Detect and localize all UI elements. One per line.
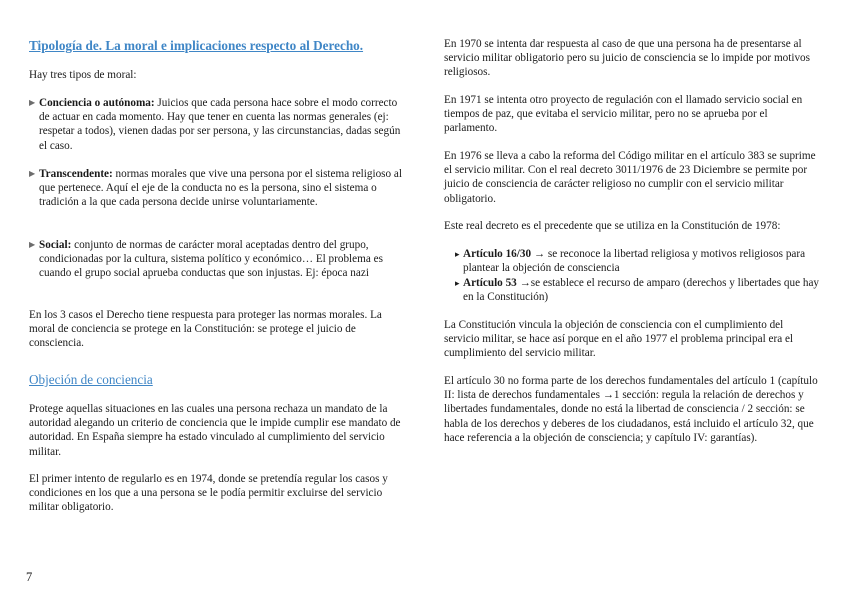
section-title-moral: Tipología de. La moral e implicaciones respecto al Derecho.: [29, 38, 364, 53]
list-item: [29, 96, 404, 153]
bullet-dot-icon: ▸: [455, 278, 460, 288]
list-item: [29, 167, 404, 210]
list-item: [444, 247, 820, 275]
paragraph-constitucion: La Constitución vincula la objeción de consciencia con el cumplimiento del servicio militar, se hace así porque en el año 1977 el problema principal era el cumplimiento del servicio militar.: [444, 319, 794, 360]
objecion-paragraph-2: El primer intento de regularlo es en 1974, donde se pretendía regular los casos y condiciones en los que a una persona se le podía permitir excluirse del servicio militar obligatorio.: [29, 473, 388, 514]
triangle-bullet-icon: ▶: [29, 240, 36, 249]
triangle-bullet-icon: ▶: [29, 169, 36, 178]
summary-paragraph: En los 3 casos el Derecho tiene respuesta para proteger las normas morales. La moral de conciencia se protege en la Constitución: se protege el juicio de consciencia.: [29, 309, 382, 350]
intro-text: Hay tres tipos de moral:: [29, 69, 137, 81]
bullet-text: normas morales que vive una persona por el sistema religioso al que pertenece. Aquí el eje de la conducta no es la persona, sino el sistema o tradición a la que cada persona decide unirse voluntariamente.: [39, 168, 402, 209]
article-text: →se establece el recurso de amparo (derechos y libertades que hay en la Constitución): [463, 277, 820, 304]
objecion-paragraph-1: Protege aquellas situaciones en las cuales una persona rechaza un mandato de la autoridad alegando un criterio de conciencia que le impide cumplir ese mandato de autoridad. En España siempre ha estado vinculado al cumplimiento del servicio militar.: [29, 403, 401, 458]
article-text: se reconoce la libertad religiosa y motivos religiosos para plantear la objeción de consciencia: [463, 248, 806, 275]
triangle-bullet-icon: ▶: [29, 98, 36, 107]
page-number: 7: [26, 570, 33, 584]
list-item: [29, 238, 404, 281]
bullet-term: Social:: [39, 239, 72, 251]
list-item: [444, 276, 820, 304]
bullet-term: Transcendente:: [39, 168, 113, 180]
bullet-term: Conciencia o autónoma:: [39, 97, 155, 109]
paragraph-1976: En 1976 se lleva a cabo la reforma del Código militar en el artículo 383 se suprime el servicio militar. Con el real decreto 3011/1976 de 23 Diciembre se permite por juicio de consciencia de carácter religioso no cumplir con el servicio militar obligatorio.: [444, 150, 816, 205]
paragraph-real-decreto: Este real decreto es el precedente que se utiliza en la Constitución de 1978:: [444, 220, 781, 232]
paragraph-1971: En 1971 se intenta otro proyecto de regulación con el llamado servicio social en tiempos de paz, que evitaba el servicio militar, pero no se aprueba por el parlamento.: [444, 94, 803, 135]
bullet-text: conjunto de normas de carácter moral aceptadas dentro del grupo, condicionadas por la cultura, sistema político y económico… El problema es cuando el grupo social aprueba conductas que son injustas. Ej: época nazi: [39, 239, 383, 280]
bullet-text: Juicios que cada persona hace sobre el modo correcto de actuar en cada momento. Hay que tener en cuenta las normas generales (ej: respetar a todos), vienen dadas por ser persona, y las circunstancias, dadas según el caso.: [39, 97, 401, 152]
bullet-dot-icon: ▸: [455, 249, 460, 259]
article-term: Artículo 53: [463, 277, 517, 289]
paragraph-articulo-30: El artículo 30 no forma parte de los derechos fundamentales del artículo 1 (capítulo II: lista de derechos fundamentales →1 sección: regula la relación de derechos y libertades fundamentales, donde no está la libertad de consciencia / 2 sección: se habla de los derechos y deberes de los ciudadanos, está incluido el artículo 32, que hace referencia a la objeción de consciencia; y capítulo IV: garantías).: [444, 375, 818, 444]
section-title-objecion: Objeción de conciencia: [29, 372, 153, 387]
paragraph-1970: En 1970 se intenta dar respuesta al caso de que una persona ha de presentarse al servicio militar obligatorio pero su juicio de consciencia se lo impide por motivos religiosos.: [444, 38, 810, 79]
article-term: Artículo 16/30 →: [463, 248, 546, 260]
